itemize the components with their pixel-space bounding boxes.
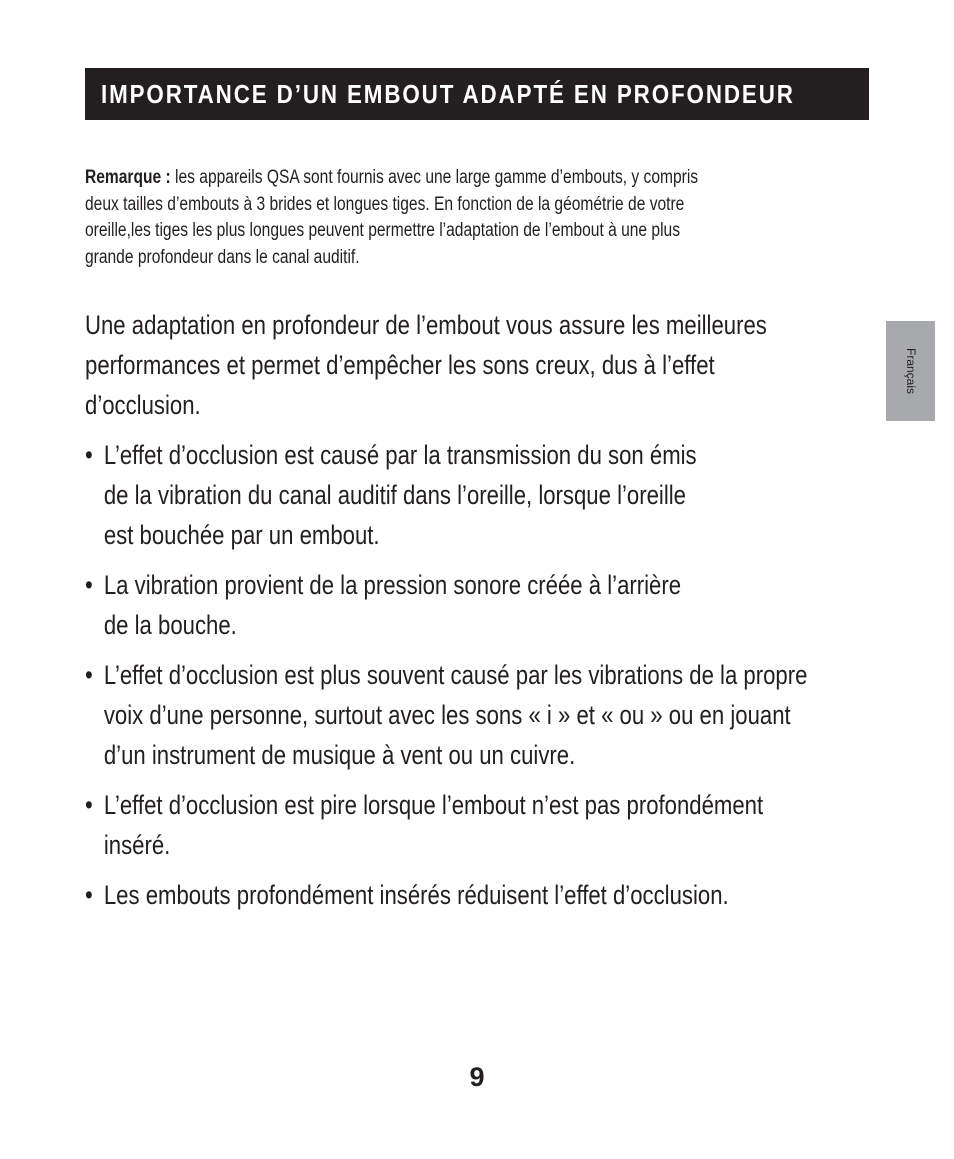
section-heading-title: IMPORTANCE D’UN EMBOUT ADAPTÉ EN PROFONDEUR bbox=[101, 78, 795, 109]
bullet-item-2 bbox=[85, 565, 823, 645]
section-heading-bar bbox=[85, 68, 869, 120]
bullet-item-1 bbox=[85, 435, 823, 555]
intro-line-2: performances et permet d’empêcher les sons creux, dus à l’effet bbox=[85, 350, 715, 380]
remark-line-1 bbox=[85, 165, 757, 192]
bullet-4-line-1: L’effet d’occlusion est pire lorsque l’embout n’est pas profondément bbox=[103, 790, 764, 820]
page-number: 9 bbox=[469, 1062, 485, 1092]
bullet-5-line-1: Les embouts profondément insérés réduisent l’effet d’occlusion. bbox=[103, 880, 729, 910]
language-tab-label: Français bbox=[903, 347, 918, 395]
intro-line-3: d’occlusion. bbox=[85, 390, 201, 420]
bullet-3-line-1: L’effet d’occlusion est plus souvent causé par les vibrations de la propre bbox=[103, 660, 808, 690]
remark-note bbox=[85, 165, 757, 271]
bullet-marker: • bbox=[85, 570, 93, 600]
bullet-marker: • bbox=[85, 660, 93, 690]
bullet-1-line-3: est bouchée par un embout. bbox=[103, 520, 380, 550]
remark-label: Remarque : bbox=[85, 167, 171, 188]
bullet-1-line-1: L’effet d’occlusion est causé par la transmission du son émis bbox=[103, 440, 697, 470]
bullet-marker: • bbox=[85, 440, 93, 470]
bullet-marker: • bbox=[85, 880, 93, 910]
bullet-marker: • bbox=[85, 790, 93, 820]
bullet-1-line-2: de la vibration du canal auditif dans l’oreille, lorsque l’oreille bbox=[103, 480, 686, 510]
bullet-item-4 bbox=[85, 785, 823, 865]
remark-line-4: grande profondeur dans le canal auditif. bbox=[85, 246, 360, 268]
intro-paragraph bbox=[85, 305, 823, 425]
bullet-4-line-2: inséré. bbox=[103, 830, 171, 860]
remark-text-1: les appareils QSA sont fournis avec une large gamme d’embouts, y compris bbox=[170, 167, 699, 188]
bullet-2-line-2: de la bouche. bbox=[103, 610, 237, 640]
bullet-3-line-2: voix d’une personne, surtout avec les sons « i » et « ou » ou en jouant bbox=[103, 700, 791, 730]
remark-line-3: oreille,les tiges les plus longues peuvent permettre l’adaptation de l’embout à une plus bbox=[85, 220, 681, 241]
bullet-item-3 bbox=[85, 655, 823, 775]
bullet-2-line-1: La vibration provient de la pression sonore créée à l’arrière bbox=[103, 570, 682, 600]
bullet-3-line-3: d’un instrument de musique à vent ou un cuivre. bbox=[103, 740, 576, 770]
language-side-tab bbox=[886, 321, 935, 421]
remark-line-2: deux tailles d’embouts à 3 brides et longues tiges. En fonction de la géométrie de votre bbox=[85, 193, 685, 215]
bullet-list bbox=[85, 435, 823, 925]
intro-line-1: Une adaptation en profondeur de l’embout vous assure les meilleures bbox=[85, 310, 767, 340]
bullet-item-5 bbox=[85, 875, 823, 915]
